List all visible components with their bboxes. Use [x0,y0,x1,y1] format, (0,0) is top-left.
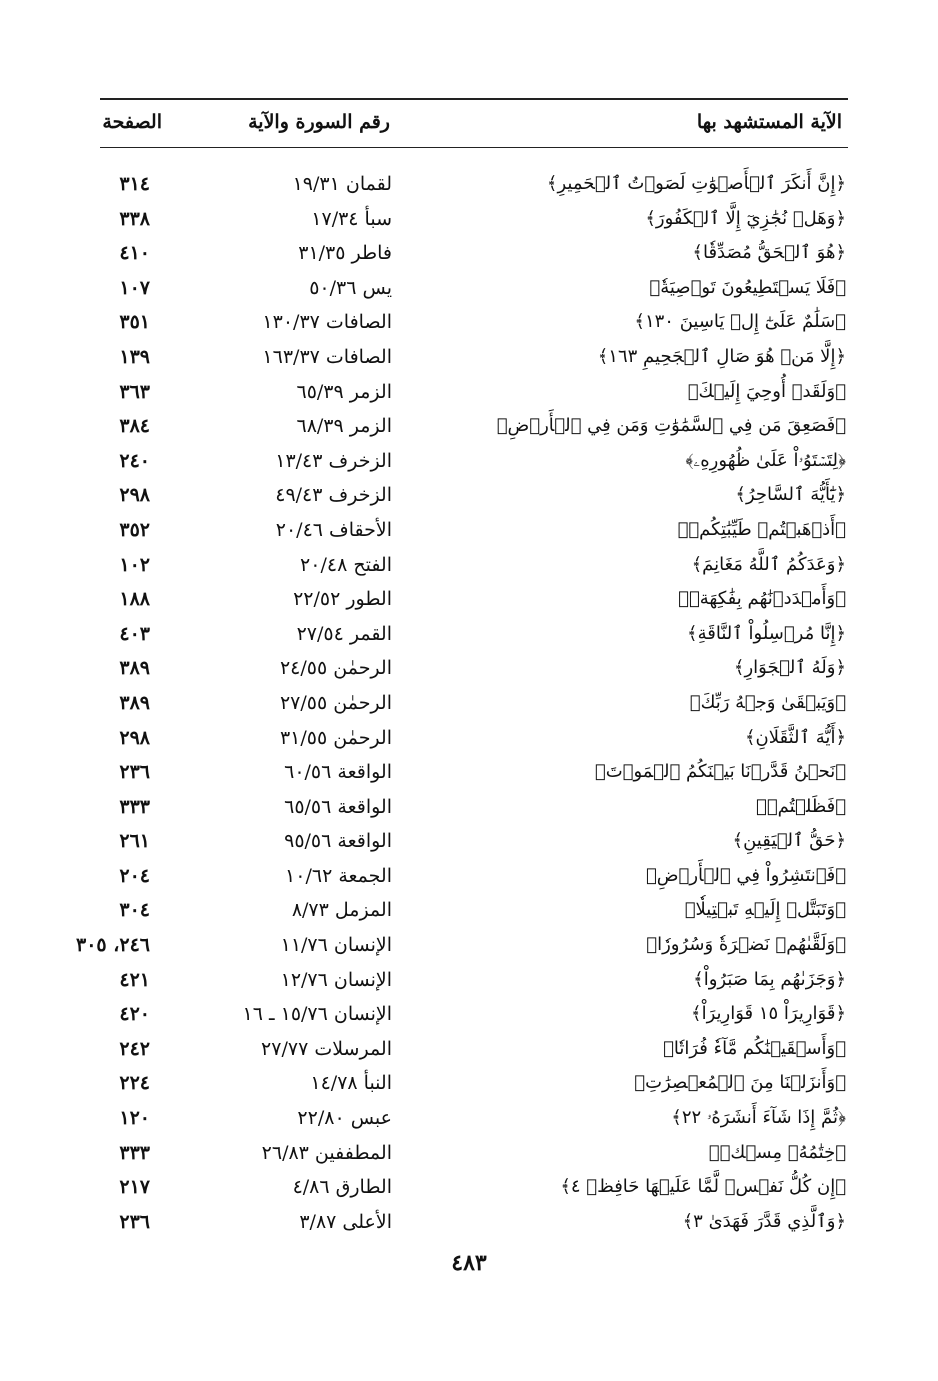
page-ref: ١٢٠ [119,1107,150,1130]
table-row [0,376,938,411]
ayah-text: ﴿وَلَهُ ٱلۡجَوَارِ﴾ [733,657,846,679]
table-row [0,272,938,307]
table-row [0,929,938,964]
surah-ayah-ref: الصافات ١٣٠/٣٧ [262,311,392,334]
ayah-text: ﴿أَيُّهَ ٱلثَّقَلَانِ﴾ [744,726,846,748]
surah-ayah-ref: الطارق ٤/٨٦ [292,1176,392,1199]
page-ref: ٢٠٤ [119,864,150,887]
ayah-text: ﴿سَلَٰمٌ عَلَىٰٓ إِلۡ يَاسِينَ ١٣٠﴾ [634,311,846,333]
surah-ayah-ref: الأعلى ٣/٨٧ [299,1210,392,1233]
ayah-text: ﴿أَذۡهَبۡتُمۡ طَيِّبَٰتِكُمۡ﴾ [677,518,846,540]
table-row [0,998,938,1033]
ayah-text: ﴿فَلَا يَسۡتَطِيعُونَ تَوۡصِيَةٗ﴾ [649,276,846,298]
ayah-text: ﴿يَٰٓأَيُّهَ ٱلسَّاحِرُ﴾ [735,484,846,506]
surah-ayah-ref: الرحمٰن ٢٧/٥٥ [279,691,392,714]
table-row [0,1171,938,1206]
table-row [0,894,938,929]
surah-ayah-ref: الأحقاف ٢٠/٤٦ [275,518,392,541]
page-ref: ٤٢٠ [119,1003,150,1026]
surah-ayah-ref: الرحمٰن ٢٤/٥٥ [279,657,392,680]
surah-ayah-ref: النبأ ١٤/٧٨ [310,1072,392,1095]
ayah-text: ﴿وَلَقَّىٰهُمۡ نَضۡرَةٗ وَسُرُورٗا﴾ [646,934,846,956]
ayah-text: ﴿فَصَعِقَ مَن فِي ٱلسَّمَٰوَٰتِ وَمَن فِي ٱلۡأَرۡضِ﴾ [496,415,846,437]
surah-ayah-ref: الفتح ٢٠/٤٨ [300,553,392,576]
ayah-text: ﴿إِنَّ أَنكَرَ ٱلۡأَصۡوَٰتِ لَصَوۡتُ ٱلۡحَمِيرِ﴾ [546,173,846,194]
surah-ayah-ref: الزمر ٦٥/٣٩ [296,380,392,403]
page-ref: ٤٢١ [119,968,150,991]
index-table [0,168,938,1240]
table-row [0,1137,938,1172]
header-ayah: الآية المستشهد بها [696,111,842,133]
surah-ayah-ref: المزمل ٨/٧٣ [291,899,392,922]
table-row [0,514,938,549]
surah-ayah-ref: المطففين ٢٦/٨٣ [261,1141,392,1164]
table-row [0,1206,938,1241]
surah-ayah-ref: الرحمٰن ٣١/٥٥ [279,726,392,749]
page-ref: ١٨٨ [119,588,150,611]
surah-ayah-ref: الزمر ٦٨/٣٩ [296,415,392,438]
surah-ayah-ref: الإنسان ١٢/٧٦ [280,968,392,991]
surah-ayah-ref: الزخرف ٤٩/٤٣ [275,484,392,507]
ayah-text: ﴿فَظَلۡتُمۡ﴾ [756,795,846,817]
ayah-text: ﴿وَأَسۡقَيۡنَٰكُم مَّآءٗ فُرَاتٗا﴾ [663,1037,846,1059]
ayah-text: ﴿لِتَسۡتَوُۥاْ عَلَىٰ ظُهُورِهِۦ﴾ [685,449,846,471]
table-row [0,479,938,514]
ayah-text: ﴿وَلَقَدۡ أُوحِيَ إِلَيۡكَ﴾ [687,380,846,402]
page-number: ٤٨٣ [451,1250,487,1276]
ayah-text: ﴿وَأَمۡدَدۡنَٰهُم بِفَٰكِهَةٖ﴾ [678,588,846,610]
ayah-text: ﴿نَحۡنُ قَدَّرۡنَا بَيۡنَكُمُ ٱلۡمَوۡتَ﴾ [594,761,846,783]
table-row [0,1033,938,1068]
surah-ayah-ref: الطور ٢٢/٥٢ [293,588,392,611]
page-ref: ٤٠٣ [119,622,150,645]
ayah-text: ﴿ثُمَّ إِذَا شَآءَ أَنشَرَهُۥ ٢٢﴾ [671,1107,846,1129]
page-ref: ١٣٩ [119,345,150,368]
table-row [0,583,938,618]
table-row [0,203,938,238]
page-ref: ٣٣٨ [119,207,150,230]
ayah-text: ﴿وَهَلۡ نُجَٰزِيٓ إِلَّا ٱلۡكَفُورَ﴾ [645,207,846,229]
surah-ayah-ref: الإنسان ١١/٧٦ [280,934,392,957]
surah-ayah-ref: فاطر ٣١/٣٥ [298,242,392,265]
ayah-text: ﴿هُوَ ٱلۡحَقُّ مُصَدِّقٗا﴾ [692,242,846,264]
table-row [0,168,938,203]
ayah-text: ﴿إِنَّا مُرۡسِلُواْ ٱلنَّاقَةِ﴾ [687,622,846,644]
surah-ayah-ref: يس ٥٠/٣٦ [309,276,392,299]
ayah-text: ﴿وَجَزَىٰهُم بِمَا صَبَرُواْ﴾ [693,968,846,990]
table-row [0,1102,938,1137]
page-ref: ٢٣٦ [119,1210,150,1233]
surah-ayah-ref: سبأ ١٧/٣٤ [311,207,392,230]
page-ref: ٢١٧ [119,1176,150,1199]
surah-ayah-ref: لقمان ١٩/٣١ [292,173,392,195]
page-ref: ٤١٠ [119,242,150,265]
page-ref: ٣٥١ [119,311,150,334]
surah-ayah-ref: الصافات ١٦٣/٣٧ [262,345,392,368]
top-rule [100,98,848,100]
surah-ayah-ref: الجمعة ١٠/٦٢ [285,864,392,887]
page-ref: ٣٥٢ [119,518,150,541]
table-row [0,445,938,480]
surah-ayah-ref: عبس ٢٢/٨٠ [297,1107,392,1130]
surah-ayah-ref: الإنسان ١٥/٧٦ ـ ١٦ [242,1003,392,1026]
ayah-text: ﴿وَيَبۡقَىٰ وَجۡهُ رَبِّكَ﴾ [689,691,846,713]
ayah-text: ﴿إِلَّا مَنۡ هُوَ صَالِ ٱلۡجَحِيمِ ١٦٣﴾ [597,345,846,367]
page-ref: ٣٠٤ [119,899,150,922]
ayah-text: ﴿فَٱنتَشِرُواْ فِي ٱلۡأَرۡضِ﴾ [645,864,846,886]
page-ref: ٣٨٤ [119,415,150,438]
page-ref: ١٠٧ [119,276,150,299]
table-row [0,825,938,860]
table-row [0,652,938,687]
surah-ayah-ref: القمر ٢٧/٥٤ [296,622,392,645]
ayah-text: ﴿وَتَبَتَّلۡ إِلَيۡهِ تَبۡتِيلٗا﴾ [684,899,846,921]
table-row [0,964,938,999]
ayah-text: ﴿خِتَٰمُهُۥ مِسۡكٞ﴾ [708,1141,846,1163]
table-row [0,860,938,895]
page-ref: ٣٨٩ [119,691,150,714]
surah-ayah-ref: الواقعة ٦٠/٥٦ [284,761,392,784]
page-ref: ٢٤٠ [119,449,150,472]
header-surah-ayah-number: رقم السورة والآية [248,111,390,133]
surah-ayah-ref: المرسلات ٢٧/٧٧ [261,1037,392,1060]
surah-ayah-ref: الزخرف ١٣/٤٣ [275,449,392,472]
surah-ayah-ref: الواقعة ٩٥/٥٦ [284,830,392,853]
ayah-text: ﴿قَوَارِيرَاْ ١٥ قَوَارِيرَاْ﴾ [691,1003,846,1025]
header-rule [100,147,848,148]
header-page: الصفحة [102,111,162,133]
page-ref: ٣١٤ [119,173,150,195]
page-ref: ٣٦٣ [119,380,150,403]
page-ref: ٢٤٢ [119,1037,150,1060]
table-row [0,618,938,653]
page-ref: ٢٢٤ [119,1072,150,1095]
ayah-text: ﴿وَعَدَكُمُ ٱللَّهُ مَغَانِمَ﴾ [691,553,846,575]
table-row [0,722,938,757]
page-ref: ١٠٢ [119,553,150,576]
surah-ayah-ref: الواقعة ٦٥/٥٦ [284,795,392,818]
table-row [0,410,938,445]
table-row [0,341,938,376]
ayah-text: ﴿حَقُّ ٱلۡيَقِينِ﴾ [732,830,846,852]
ayah-text: ﴿وَأَنزَلۡنَا مِنَ ٱلۡمُعۡصِرَٰتِ﴾ [634,1072,846,1094]
table-row [0,549,938,584]
page-ref: ٢٩٨ [119,726,150,749]
page-ref: ٢٣٦ [119,761,150,784]
page-ref: ٢٩٨ [119,484,150,507]
ayah-text: ﴿إِن كُلُّ نَفۡسٖ لَّمَّا عَلَيۡهَا حَافِظٞ ٤﴾ [560,1176,846,1198]
table-row [0,791,938,826]
page-ref: ٣٣٣ [119,795,150,818]
page-ref: ٢٦١ [119,830,150,853]
page-ref: ٣٣٣ [119,1141,150,1164]
page-ref: ٣٨٩ [119,657,150,680]
table-row [0,306,938,341]
table-row [0,237,938,272]
table-row [0,1067,938,1102]
table-row [0,687,938,722]
ayah-text: ﴿وَٱلَّذِي قَدَّرَ فَهَدَىٰ ٣﴾ [682,1210,846,1232]
table-row [0,756,938,791]
page-ref: ٢٤٦، ٣٠٥ [76,934,150,957]
